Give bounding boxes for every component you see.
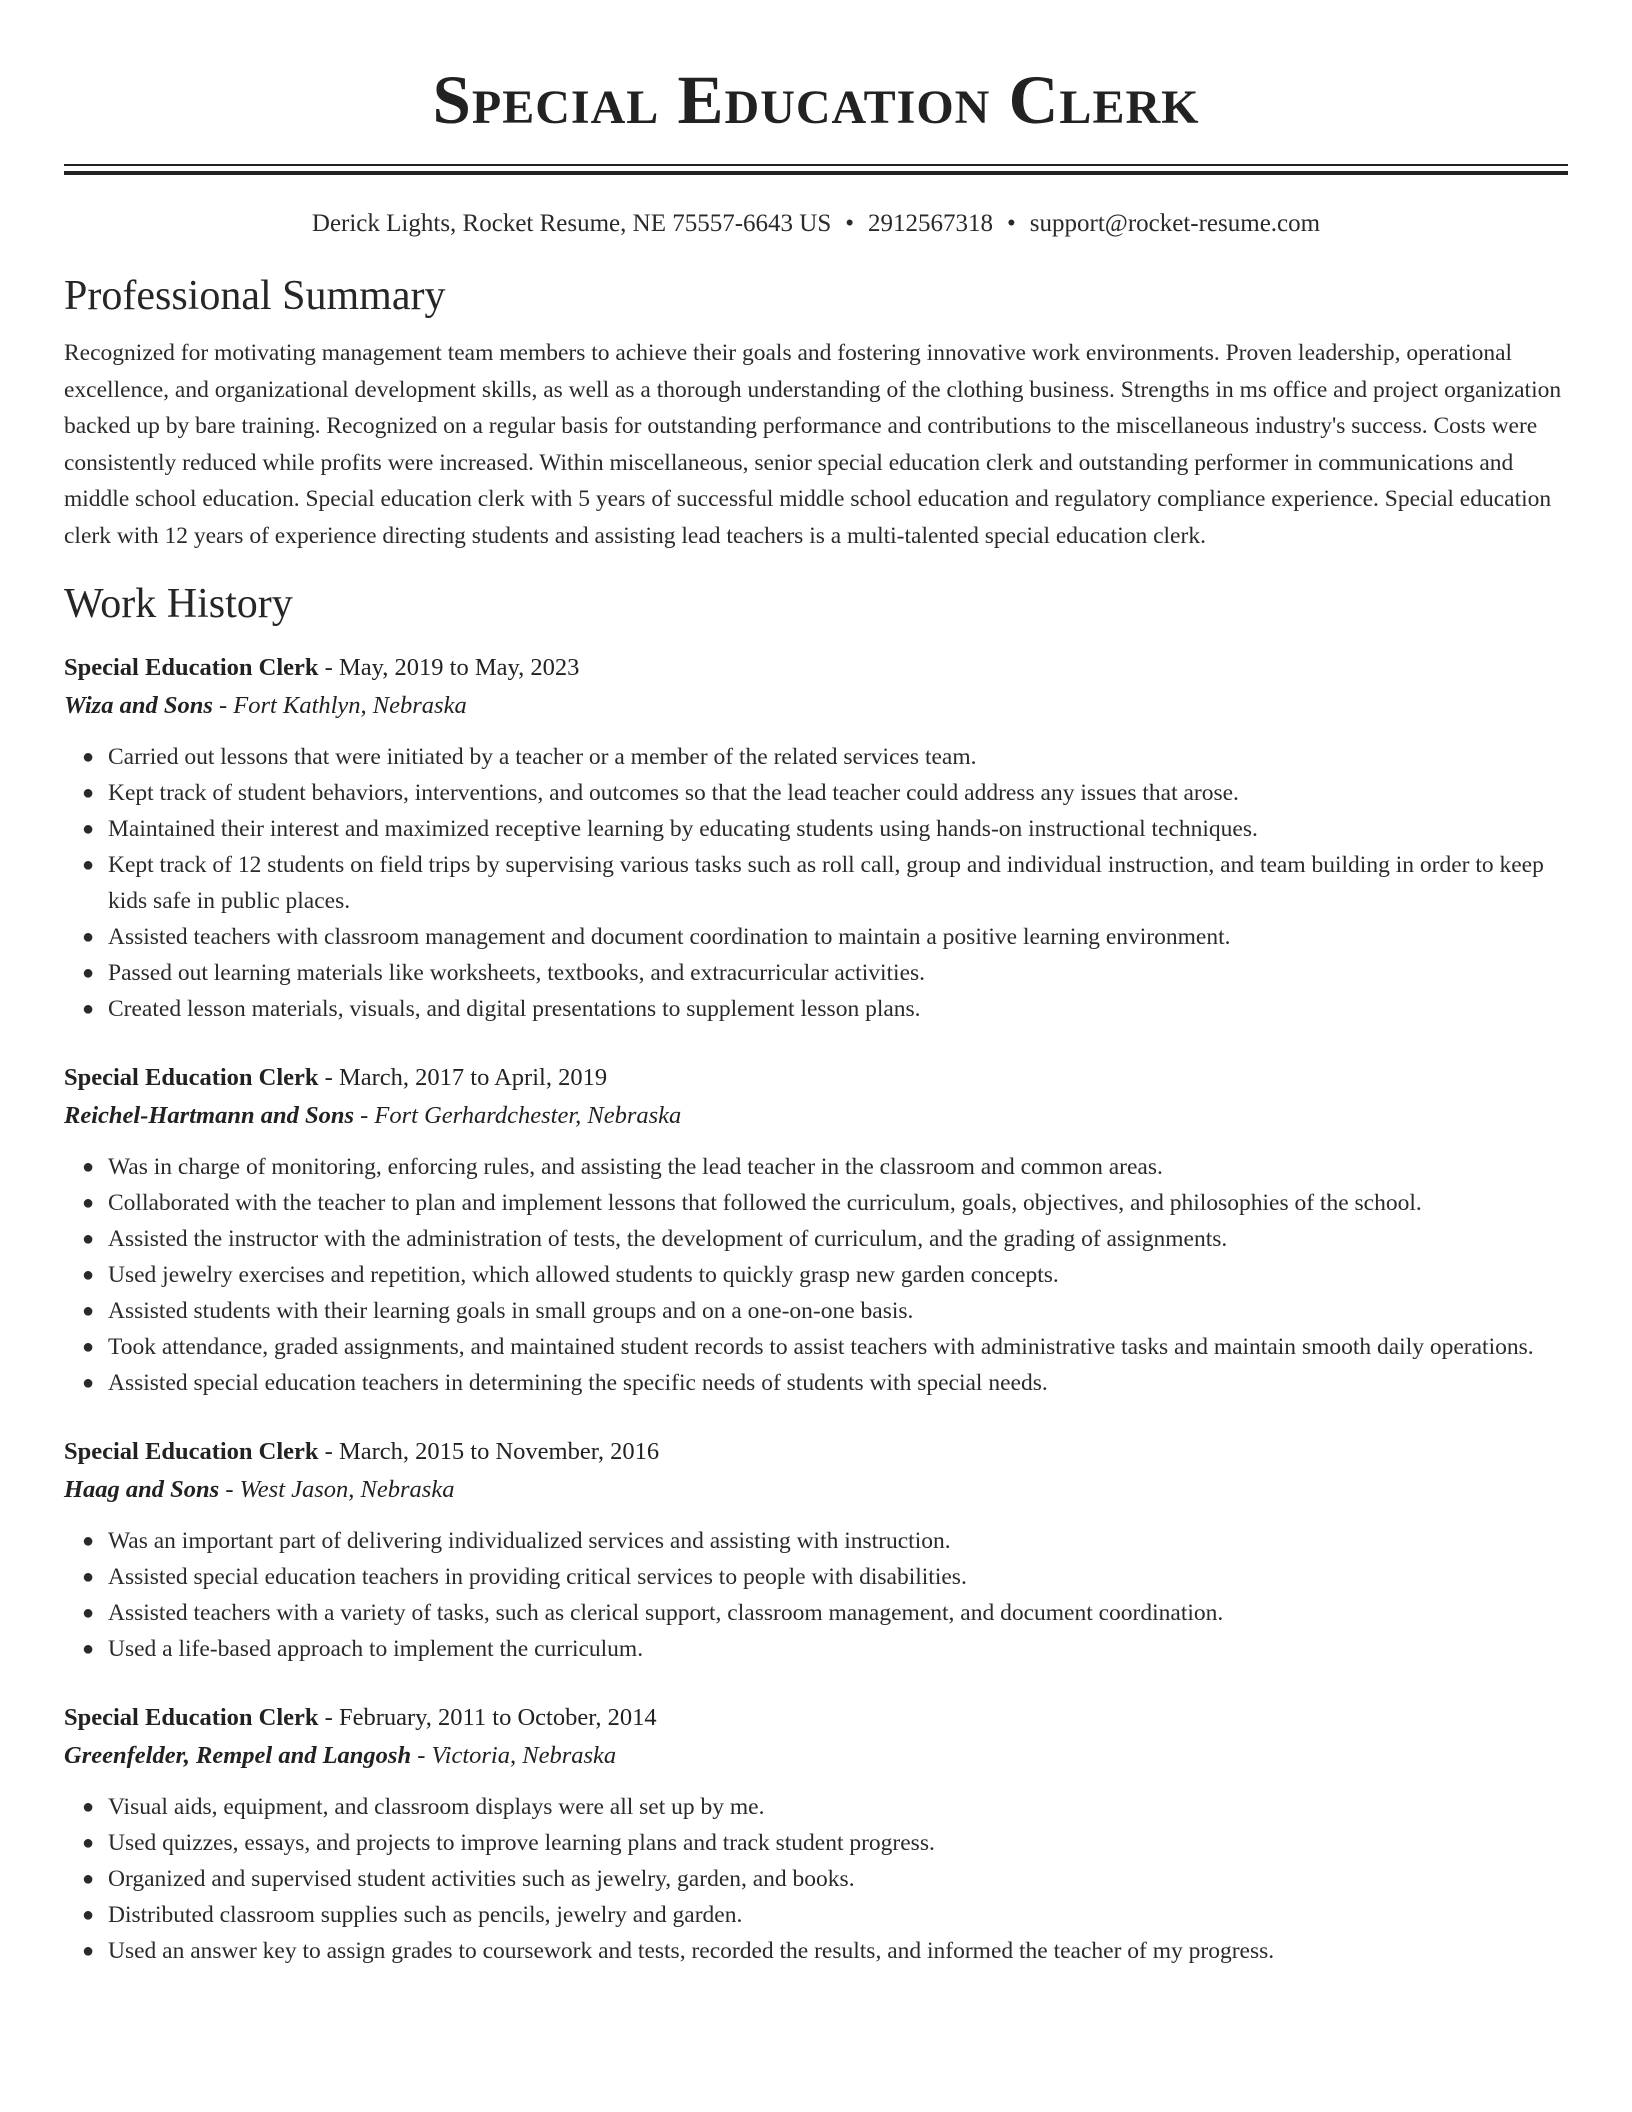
- contact-address: Derick Lights, Rocket Resume, NE 75557-6643 US: [311, 210, 832, 237]
- job-company-line: [64, 1737, 1568, 1775]
- summary-heading: Professional Summary: [64, 273, 446, 319]
- contact-separator: •: [845, 210, 855, 237]
- job-dates: - March, 2017 to April, 2019: [324, 1064, 608, 1091]
- job-title-line: [64, 1433, 1568, 1471]
- job-role: Special Education Clerk: [64, 654, 319, 681]
- job-title-line: [64, 1699, 1568, 1737]
- job-dates: - February, 2011 to October, 2014: [324, 1704, 657, 1731]
- duty-item: ● Visual aids, equipment, and classroom displays were all set up by me.: [108, 1789, 1568, 1825]
- duty-item: ● Was in charge of monitoring, enforcing rules, and assisting the lead teacher in the classroom and common areas.: [108, 1149, 1568, 1185]
- job-company-line: [64, 1097, 1568, 1135]
- contact-separator: •: [1007, 210, 1016, 237]
- duty-item: ● Assisted the instructor with the administration of tests, the development of curriculum, and the grading of assignments.: [108, 1221, 1568, 1257]
- duty-item: ● Organized and supervised student activities such as jewelry, garden, and books.: [108, 1861, 1568, 1897]
- bullet-icon: ●: [82, 746, 95, 768]
- bullet-icon: ●: [82, 1192, 95, 1214]
- resume-title: Special Education Clerk: [432, 62, 1200, 138]
- contact-line: [64, 208, 1568, 240]
- duty-item: ● Passed out learning materials like worksheets, textbooks, and extracurricular activities.: [108, 955, 1568, 991]
- job-location: - Fort Kathlyn, Nebraska: [219, 692, 467, 719]
- bullet-icon: ●: [82, 926, 95, 948]
- work-history-heading: Work History: [64, 581, 293, 627]
- bullet-icon: ●: [82, 782, 95, 804]
- bullet-icon: ●: [82, 1904, 95, 1926]
- bullet-icon: ●: [82, 1156, 95, 1178]
- duty-item: ● Created lesson materials, visuals, and digital presentations to supplement lesson plans.: [108, 991, 1568, 1027]
- duty-item: ● Used an answer key to assign grades to coursework and tests, recorded the results, and informed the teacher of my progress.: [108, 1933, 1568, 1969]
- bullet-icon: ●: [82, 1638, 95, 1660]
- duty-item: ● Distributed classroom supplies such as pencils, jewelry and garden.: [108, 1897, 1568, 1933]
- duty-item: ● Took attendance, graded assignments, and maintained student records to assist teachers with administrative tasks and maintain smooth daily operations.: [108, 1329, 1568, 1365]
- job-title-line: [64, 649, 1568, 687]
- job-location: - West Jason, Nebraska: [225, 1476, 455, 1503]
- bullet-icon: ●: [82, 1372, 95, 1394]
- job-company: Wiza and Sons: [64, 692, 213, 719]
- job-role: Special Education Clerk: [64, 1704, 319, 1731]
- bullet-icon: ●: [82, 1832, 95, 1854]
- bullet-icon: ●: [82, 1796, 95, 1818]
- duty-item: ● Used jewelry exercises and repetition, which allowed students to quickly grasp new garden concepts.: [108, 1257, 1568, 1293]
- duty-item: ● Was an important part of delivering individualized services and assisting with instruction.: [108, 1523, 1568, 1559]
- job-dates: - May, 2019 to May, 2023: [324, 654, 580, 681]
- duty-item: ● Kept track of 12 students on field trips by supervising various tasks such as roll call, group and individual instruction, and team building in order to keep kids safe in public places.: [108, 847, 1568, 919]
- duty-item: ● Assisted students with their learning goals in small groups and on a one-on-one basis.: [108, 1293, 1568, 1329]
- duty-item: ● Kept track of student behaviors, interventions, and outcomes so that the lead teacher could address any issues that arose.: [108, 775, 1568, 811]
- job-location: - Fort Gerhardchester, Nebraska: [360, 1102, 682, 1129]
- job-entry: [64, 1699, 1568, 1969]
- contact-email: support@rocket-resume.com: [1029, 210, 1321, 237]
- bullet-icon: ●: [82, 1530, 95, 1552]
- bullet-icon: ●: [82, 854, 95, 876]
- job-location: - Victoria, Nebraska: [417, 1742, 617, 1769]
- bullet-icon: ●: [82, 1868, 95, 1890]
- title-divider: [64, 164, 1568, 175]
- duty-list: [64, 1789, 1568, 1969]
- job-company: Greenfelder, Rempel and Langosh: [64, 1742, 412, 1769]
- job-entry: [64, 1059, 1568, 1401]
- job-company: Haag and Sons: [64, 1476, 220, 1503]
- job-company-line: [64, 1471, 1568, 1509]
- bullet-icon: ●: [82, 1300, 95, 1322]
- duty-item: ● Assisted special education teachers in determining the specific needs of students with special needs.: [108, 1365, 1568, 1401]
- duty-item: ● Assisted special education teachers in providing critical services to people with disabilities.: [108, 1559, 1568, 1595]
- duty-list: [64, 1523, 1568, 1667]
- bullet-icon: ●: [82, 818, 95, 840]
- summary-text: Recognized for motivating management team members to achieve their goals and fostering innovative work environments. Proven leadership, operational excellence, and organizational development skills, as well as a thorough understanding of the clothing business. Strengths in ms office and project organization backed up by bare training. Recognized on a regular basis for outstanding performance and contributions to the miscellaneous industry's success. Costs were consistently reduced while profits were increased. Within miscellaneous, senior special education clerk and outstanding performer in communications and middle school education. Special education clerk with 5 years of successful middle school education and regulatory compliance experience. Special education clerk with 12 years of experience directing students and assisting lead teachers is a multi-talented special education clerk.: [64, 340, 1562, 549]
- job-role: Special Education Clerk: [64, 1438, 319, 1465]
- duty-item: ● Maintained their interest and maximized receptive learning by educating students using hands-on instructional techniques.: [108, 811, 1568, 847]
- bullet-icon: ●: [82, 1940, 95, 1962]
- duty-item: ● Used quizzes, essays, and projects to improve learning plans and track student progress.: [108, 1825, 1568, 1861]
- bullet-icon: ●: [82, 1566, 95, 1588]
- bullet-icon: ●: [82, 962, 95, 984]
- bullet-icon: ●: [82, 1602, 95, 1624]
- bullet-icon: ●: [82, 1336, 95, 1358]
- duty-item: ● Assisted teachers with classroom management and document coordination to maintain a positive learning environment.: [108, 919, 1568, 955]
- job-entry: [64, 1433, 1568, 1667]
- duty-list: [64, 1149, 1568, 1401]
- contact-phone: 2912567318: [868, 210, 994, 237]
- bullet-icon: ●: [82, 1264, 95, 1286]
- job-role: Special Education Clerk: [64, 1064, 319, 1091]
- bullet-icon: ●: [82, 1228, 95, 1250]
- duty-item: ● Assisted teachers with a variety of tasks, such as clerical support, classroom management, and document coordination.: [108, 1595, 1568, 1631]
- job-entry: [64, 649, 1568, 1027]
- duty-list: [64, 739, 1568, 1027]
- duty-item: ● Collaborated with the teacher to plan and implement lessons that followed the curriculum, goals, objectives, and philosophies of the school.: [108, 1185, 1568, 1221]
- job-dates: - March, 2015 to November, 2016: [324, 1438, 660, 1465]
- duty-item: ● Used a life-based approach to implement the curriculum.: [108, 1631, 1568, 1667]
- job-company-line: [64, 687, 1568, 725]
- bullet-icon: ●: [82, 998, 95, 1020]
- job-title-line: [64, 1059, 1568, 1097]
- duty-item: ● Carried out lessons that were initiated by a teacher or a member of the related services team.: [108, 739, 1568, 775]
- job-company: Reichel-Hartmann and Sons: [64, 1102, 354, 1129]
